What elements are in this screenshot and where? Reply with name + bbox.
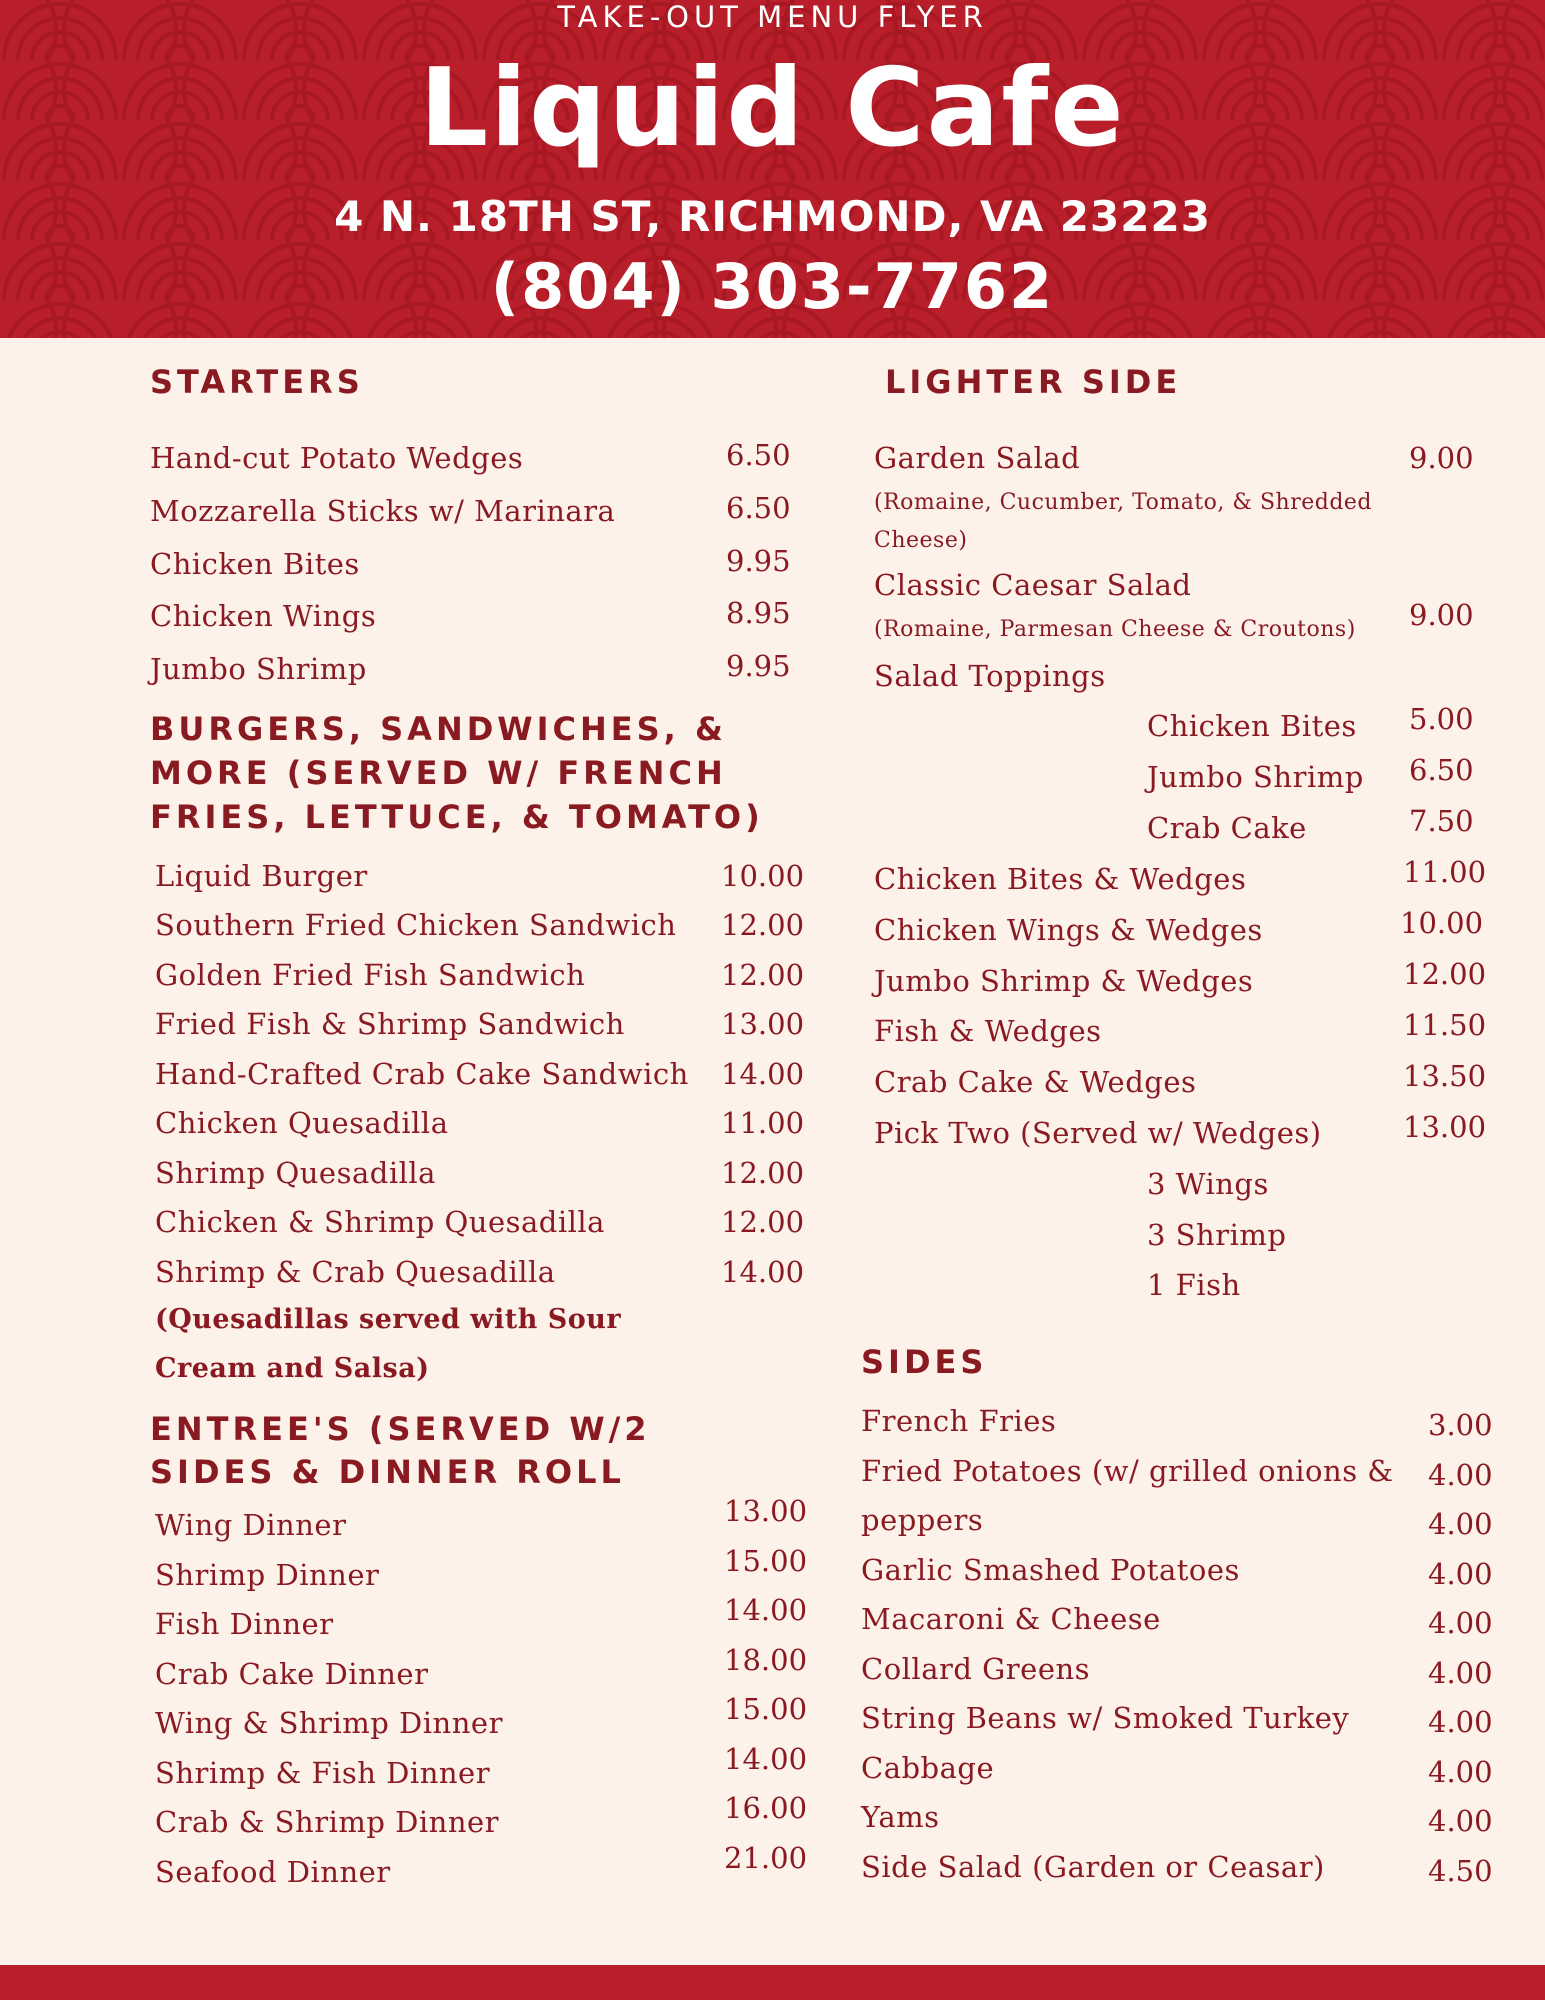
entree-item-name: Wing & Shrimp Dinner — [155, 1706, 503, 1740]
side-item-price: 4.00 — [1428, 1507, 1493, 1541]
lighter-item-price: 12.00 — [1403, 957, 1487, 991]
lighter-item-name: Crab Cake & Wedges — [874, 1065, 1197, 1099]
side-item-price: 4.50 — [1428, 1854, 1493, 1888]
side-item-name: String Beans w/ Smoked Turkey — [861, 1701, 1350, 1735]
side-item-price: 3.00 — [1428, 1408, 1493, 1442]
entrees-heading-line: SIDES & DINNER ROLL — [150, 1453, 625, 1491]
lighter-item-price: 10.00 — [1400, 906, 1484, 940]
lighter-item-name: Pick Two (Served w/ Wedges) — [874, 1116, 1322, 1150]
lighter-side-heading: LIGHTER SIDE — [885, 363, 1182, 401]
side-item-name: French Fries — [861, 1404, 1057, 1438]
side-item-name: Garlic Smashed Potatoes — [861, 1553, 1240, 1587]
side-item-price: 4.00 — [1428, 1606, 1493, 1640]
side-item-price: 4.00 — [1428, 1656, 1493, 1690]
starter-item-name: Mozzarella Sticks w/ Marinara — [150, 494, 616, 528]
garden-salad-name: Garden Salad — [874, 441, 1081, 475]
entree-item-name: Shrimp & Fish Dinner — [155, 1756, 491, 1790]
lighter-item-name: Chicken Wings & Wedges — [874, 913, 1263, 947]
garden-salad-desc: (Romaine, Cucumber, Tomato, & Shredded — [874, 490, 1373, 515]
pick-two-option: 3 Shrimp — [1147, 1218, 1287, 1252]
entree-item-name: Seafood Dinner — [155, 1855, 391, 1889]
starter-item-name: Chicken Bites — [150, 547, 360, 581]
entree-item-name: Crab Cake Dinner — [155, 1657, 429, 1691]
side-item-name: Cabbage — [861, 1751, 995, 1785]
starter-item-price: 9.95 — [726, 649, 791, 683]
starter-item-name: Jumbo Shrimp — [150, 652, 367, 686]
salad-toppings-label: Salad Toppings — [874, 659, 1106, 693]
burger-item-name: Southern Fried Chicken Sandwich — [155, 908, 677, 942]
entree-item-name: Shrimp Dinner — [155, 1558, 380, 1592]
burger-item-price: 14.00 — [721, 1057, 805, 1091]
lighter-item-price: 11.00 — [1403, 855, 1487, 889]
burger-item-price: 13.00 — [721, 1007, 805, 1041]
burger-item-price: 10.00 — [721, 859, 805, 893]
sides-heading: SIDES — [861, 1343, 988, 1381]
entree-item-price: 15.00 — [724, 1544, 808, 1578]
garden-salad-price: 9.00 — [1409, 441, 1474, 475]
starters-heading: STARTERS — [150, 363, 364, 401]
cafe-phone: (804) 303-7762 — [490, 250, 1055, 323]
burger-item-price: 12.00 — [721, 1205, 805, 1239]
lighter-item-price: 13.50 — [1403, 1059, 1487, 1093]
footer-band — [0, 1965, 1545, 2000]
quesadilla-note-line: (Quesadillas served with Sour — [155, 1304, 622, 1335]
caesar-salad-name: Classic Caesar Salad — [874, 568, 1192, 602]
side-item-name: Macaroni & Cheese — [861, 1602, 1161, 1636]
entree-item-price: 15.00 — [724, 1692, 808, 1726]
entree-item-name: Crab & Shrimp Dinner — [155, 1805, 500, 1839]
topping-name: Crab Cake — [1147, 811, 1307, 845]
topping-price: 6.50 — [1409, 753, 1474, 787]
side-item-name: Fried Potatoes (w/ grilled onions & — [861, 1454, 1394, 1488]
starter-item-name: Chicken Wings — [150, 599, 377, 633]
entree-item-price: 21.00 — [724, 1841, 808, 1875]
burger-item-name: Golden Fried Fish Sandwich — [155, 958, 586, 992]
cafe-title: Liquid Cafe — [419, 46, 1126, 171]
pick-two-option: 1 Fish — [1147, 1268, 1241, 1302]
burger-item-name: Chicken Quesadilla — [155, 1106, 449, 1140]
topping-price: 5.00 — [1409, 702, 1474, 736]
burgers-heading-line: MORE (SERVED W/ FRENCH — [150, 754, 727, 792]
burger-item-price: 14.00 — [721, 1255, 805, 1289]
burger-item-name: Shrimp & Crab Quesadilla — [155, 1255, 556, 1289]
caesar-salad-desc: (Romaine, Parmesan Cheese & Croutons) — [874, 617, 1356, 642]
side-item-price: 4.00 — [1428, 1705, 1493, 1739]
starter-item-price: 9.95 — [726, 544, 791, 578]
entrees-heading-line: ENTREE'S (SERVED W/2 — [150, 1410, 651, 1448]
header-banner — [0, 0, 1545, 338]
burger-item-price: 12.00 — [721, 1156, 805, 1190]
burger-item-name: Liquid Burger — [155, 859, 368, 893]
burger-item-name: Hand-Crafted Crab Cake Sandwich — [155, 1057, 689, 1091]
burger-item-price: 12.00 — [721, 908, 805, 942]
side-item-price: 4.00 — [1428, 1804, 1493, 1838]
burgers-heading-line: BURGERS, SANDWICHES, & — [150, 710, 727, 748]
side-item-name: Collard Greens — [861, 1652, 1091, 1686]
starter-item-price: 8.95 — [726, 596, 791, 630]
starter-item-price: 6.50 — [726, 438, 791, 472]
topping-name: Chicken Bites — [1147, 709, 1357, 743]
burger-item-name: Shrimp Quesadilla — [155, 1156, 436, 1190]
flyer-subtitle: TAKE-OUT MENU FLYER — [557, 0, 988, 34]
side-item-name: peppers — [861, 1503, 984, 1537]
entree-item-price: 14.00 — [724, 1742, 808, 1776]
entree-item-name: Wing Dinner — [155, 1508, 347, 1542]
entree-item-price: 16.00 — [724, 1791, 808, 1825]
cafe-address: 4 N. 18TH ST, RICHMOND, VA 23223 — [334, 192, 1211, 241]
topping-name: Jumbo Shrimp — [1147, 760, 1364, 794]
side-item-price: 4.00 — [1428, 1755, 1493, 1789]
starter-item-name: Hand-cut Potato Wedges — [150, 441, 524, 475]
burger-item-name: Chicken & Shrimp Quesadilla — [155, 1205, 605, 1239]
burgers-heading-line: FRIES, LETTUCE, & TOMATO) — [150, 798, 764, 836]
garden-salad-desc: Cheese) — [874, 528, 968, 553]
entree-item-price: 14.00 — [724, 1593, 808, 1627]
side-item-price: 4.00 — [1428, 1557, 1493, 1591]
side-item-price: 4.00 — [1428, 1458, 1493, 1492]
entree-item-price: 13.00 — [724, 1494, 808, 1528]
burger-item-price: 11.00 — [721, 1106, 805, 1140]
starter-item-price: 6.50 — [726, 491, 791, 525]
quesadilla-note-line: Cream and Salsa) — [155, 1353, 430, 1384]
lighter-item-name: Chicken Bites & Wedges — [874, 862, 1247, 896]
entree-item-price: 18.00 — [724, 1643, 808, 1677]
burger-item-price: 12.00 — [721, 958, 805, 992]
lighter-item-price: 13.00 — [1403, 1110, 1487, 1144]
lighter-item-price: 11.50 — [1403, 1008, 1487, 1042]
pick-two-option: 3 Wings — [1147, 1167, 1269, 1201]
side-item-name: Yams — [861, 1800, 940, 1834]
entree-item-name: Fish Dinner — [155, 1607, 334, 1641]
topping-price: 7.50 — [1409, 804, 1474, 838]
burger-item-name: Fried Fish & Shrimp Sandwich — [155, 1007, 625, 1041]
lighter-item-name: Jumbo Shrimp & Wedges — [874, 964, 1254, 998]
side-item-name: Side Salad (Garden or Ceasar) — [861, 1850, 1325, 1884]
lighter-item-name: Fish & Wedges — [874, 1014, 1102, 1048]
caesar-salad-price: 9.00 — [1409, 598, 1474, 632]
